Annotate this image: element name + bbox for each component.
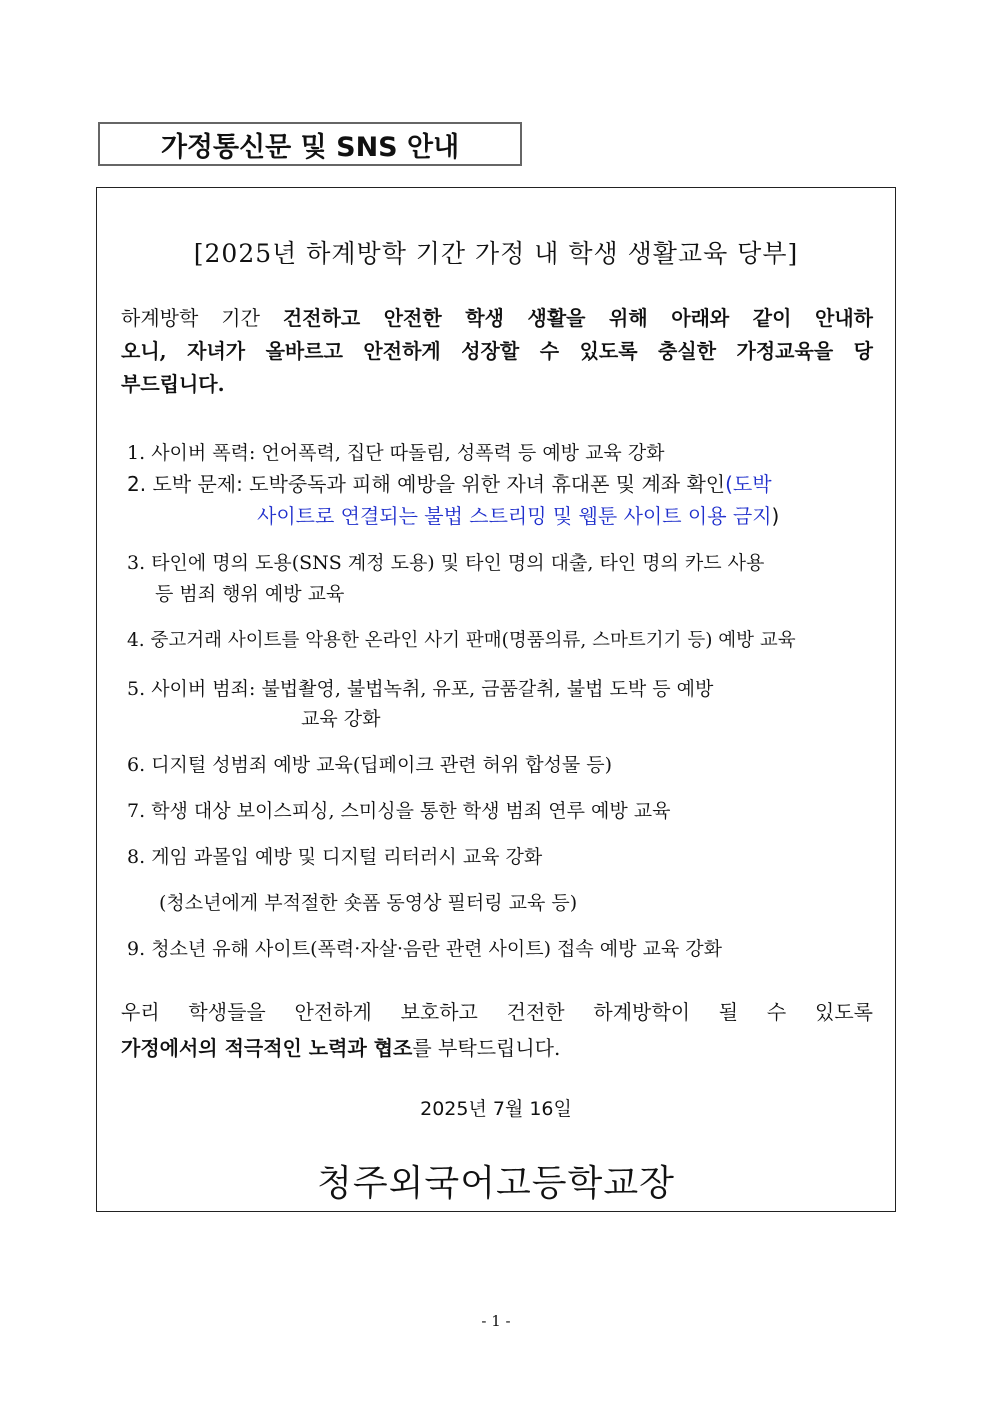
list-item-9 bbox=[127, 934, 722, 961]
list-item-8 bbox=[127, 842, 542, 869]
closing-line-1: 우리 학생들을 안전하게 보호하고 건전한 하계방학이 될 수 있도록 bbox=[121, 1000, 873, 1024]
intro-line-2 bbox=[121, 335, 873, 368]
item-text: 등 범죄 행위 예방 교육 bbox=[155, 583, 345, 605]
list-item-5 bbox=[127, 674, 713, 701]
intro-line-3 bbox=[121, 368, 873, 401]
closing-line-2-plain: 를 부탁드립니다. bbox=[412, 1036, 561, 1060]
intro-line-3-bold: 부드립니다. bbox=[121, 372, 225, 396]
intro-line-2-bold: 오니, 자녀가 올바르고 안전하게 성장할 수 있도록 충실한 가정교육을 당 bbox=[121, 339, 873, 363]
intro-line-1-bold: 건전하고 안전한 학생 생활을 위해 아래와 같이 안내하 bbox=[282, 306, 873, 330]
intro-line-1 bbox=[121, 302, 873, 335]
item-number: 4. bbox=[127, 630, 145, 651]
item-number: 5. bbox=[127, 678, 146, 700]
list-item-7 bbox=[127, 796, 670, 823]
item-text: (청소년에게 부적절한 숏폼 동영상 필터링 교육 등) bbox=[159, 892, 578, 914]
item-text: 학생 대상 보이스피싱, 스미싱을 통한 학생 범죄 연루 예방 교육 bbox=[151, 800, 671, 822]
item-number: 1. bbox=[127, 442, 146, 464]
list-item-3-continued bbox=[155, 579, 344, 606]
notice-date: 2025년 7월 16일 bbox=[420, 1098, 572, 1120]
list-item-2-continued bbox=[257, 500, 779, 529]
closing-paragraph bbox=[121, 994, 873, 1066]
item-text: 디지털 성범죄 예방 교육(딥페이크 관련 허위 합성물 등) bbox=[151, 754, 613, 776]
list-item-1 bbox=[127, 438, 665, 465]
item-number: 3. bbox=[127, 552, 146, 574]
item-text-highlight: (도박 bbox=[725, 472, 772, 496]
item-number: 2. bbox=[127, 472, 147, 496]
page-number: - 1 - bbox=[481, 1312, 511, 1330]
item-text: 교육 강화 bbox=[301, 708, 381, 730]
item-text: 게임 과몰입 예방 및 디지털 리터러시 교육 강화 bbox=[151, 846, 543, 868]
item-number: 9. bbox=[127, 938, 146, 960]
closing-line-2 bbox=[121, 1030, 873, 1066]
item-text-highlight: 사이트로 연결되는 불법 스트리밍 및 웹툰 사이트 이용 금지 bbox=[257, 504, 772, 528]
item-text-close: ) bbox=[771, 504, 780, 528]
item-text: 청소년 유해 사이트(폭력·자살·음란 관련 사이트) 접속 예방 교육 강화 bbox=[151, 938, 722, 960]
item-text: 중고거래 사이트를 악용한 온라인 사기 판매(명품의류, 스마트기기 등) 예방 교육 bbox=[150, 630, 796, 651]
item-number: 7. bbox=[127, 800, 146, 822]
item-text: 사이버 범죄: 불법촬영, 불법녹취, 유포, 금품갈취, 불법 도박 등 예방 bbox=[151, 678, 714, 700]
intro-paragraph bbox=[121, 302, 873, 401]
list-item-6 bbox=[127, 750, 612, 777]
list-item-4 bbox=[127, 626, 796, 652]
notice-body-box bbox=[96, 187, 896, 1212]
list-item-5-continued bbox=[301, 704, 380, 731]
list-item-8-continued bbox=[159, 888, 577, 915]
notice-title: 가정통신문 및 SNS 안내 bbox=[98, 122, 522, 166]
item-text: 타인에 명의 도용(SNS 계정 도용) 및 타인 명의 대출, 타인 명의 카드 사용 bbox=[151, 552, 765, 574]
list-item-3 bbox=[127, 548, 764, 575]
closing-line-2-bold: 가정에서의 적극적인 노력과 협조 bbox=[121, 1036, 413, 1060]
notice-heading: [2025년 하계방학 기간 가정 내 학생 생활교육 당부] bbox=[193, 239, 799, 268]
intro-line-1-plain: 하계방학 기간 bbox=[121, 306, 283, 330]
signer-name: 청주외국어고등학교장 bbox=[317, 1163, 675, 1204]
item-text: 도박 문제: 도박중독과 피해 예방을 위한 자녀 휴대폰 및 계좌 확인 bbox=[152, 472, 726, 496]
item-number: 6. bbox=[127, 754, 146, 776]
list-item-2 bbox=[127, 468, 772, 497]
item-number: 8. bbox=[127, 846, 146, 868]
item-text: 사이버 폭력: 언어폭력, 집단 따돌림, 성폭력 등 예방 교육 강화 bbox=[151, 442, 665, 464]
